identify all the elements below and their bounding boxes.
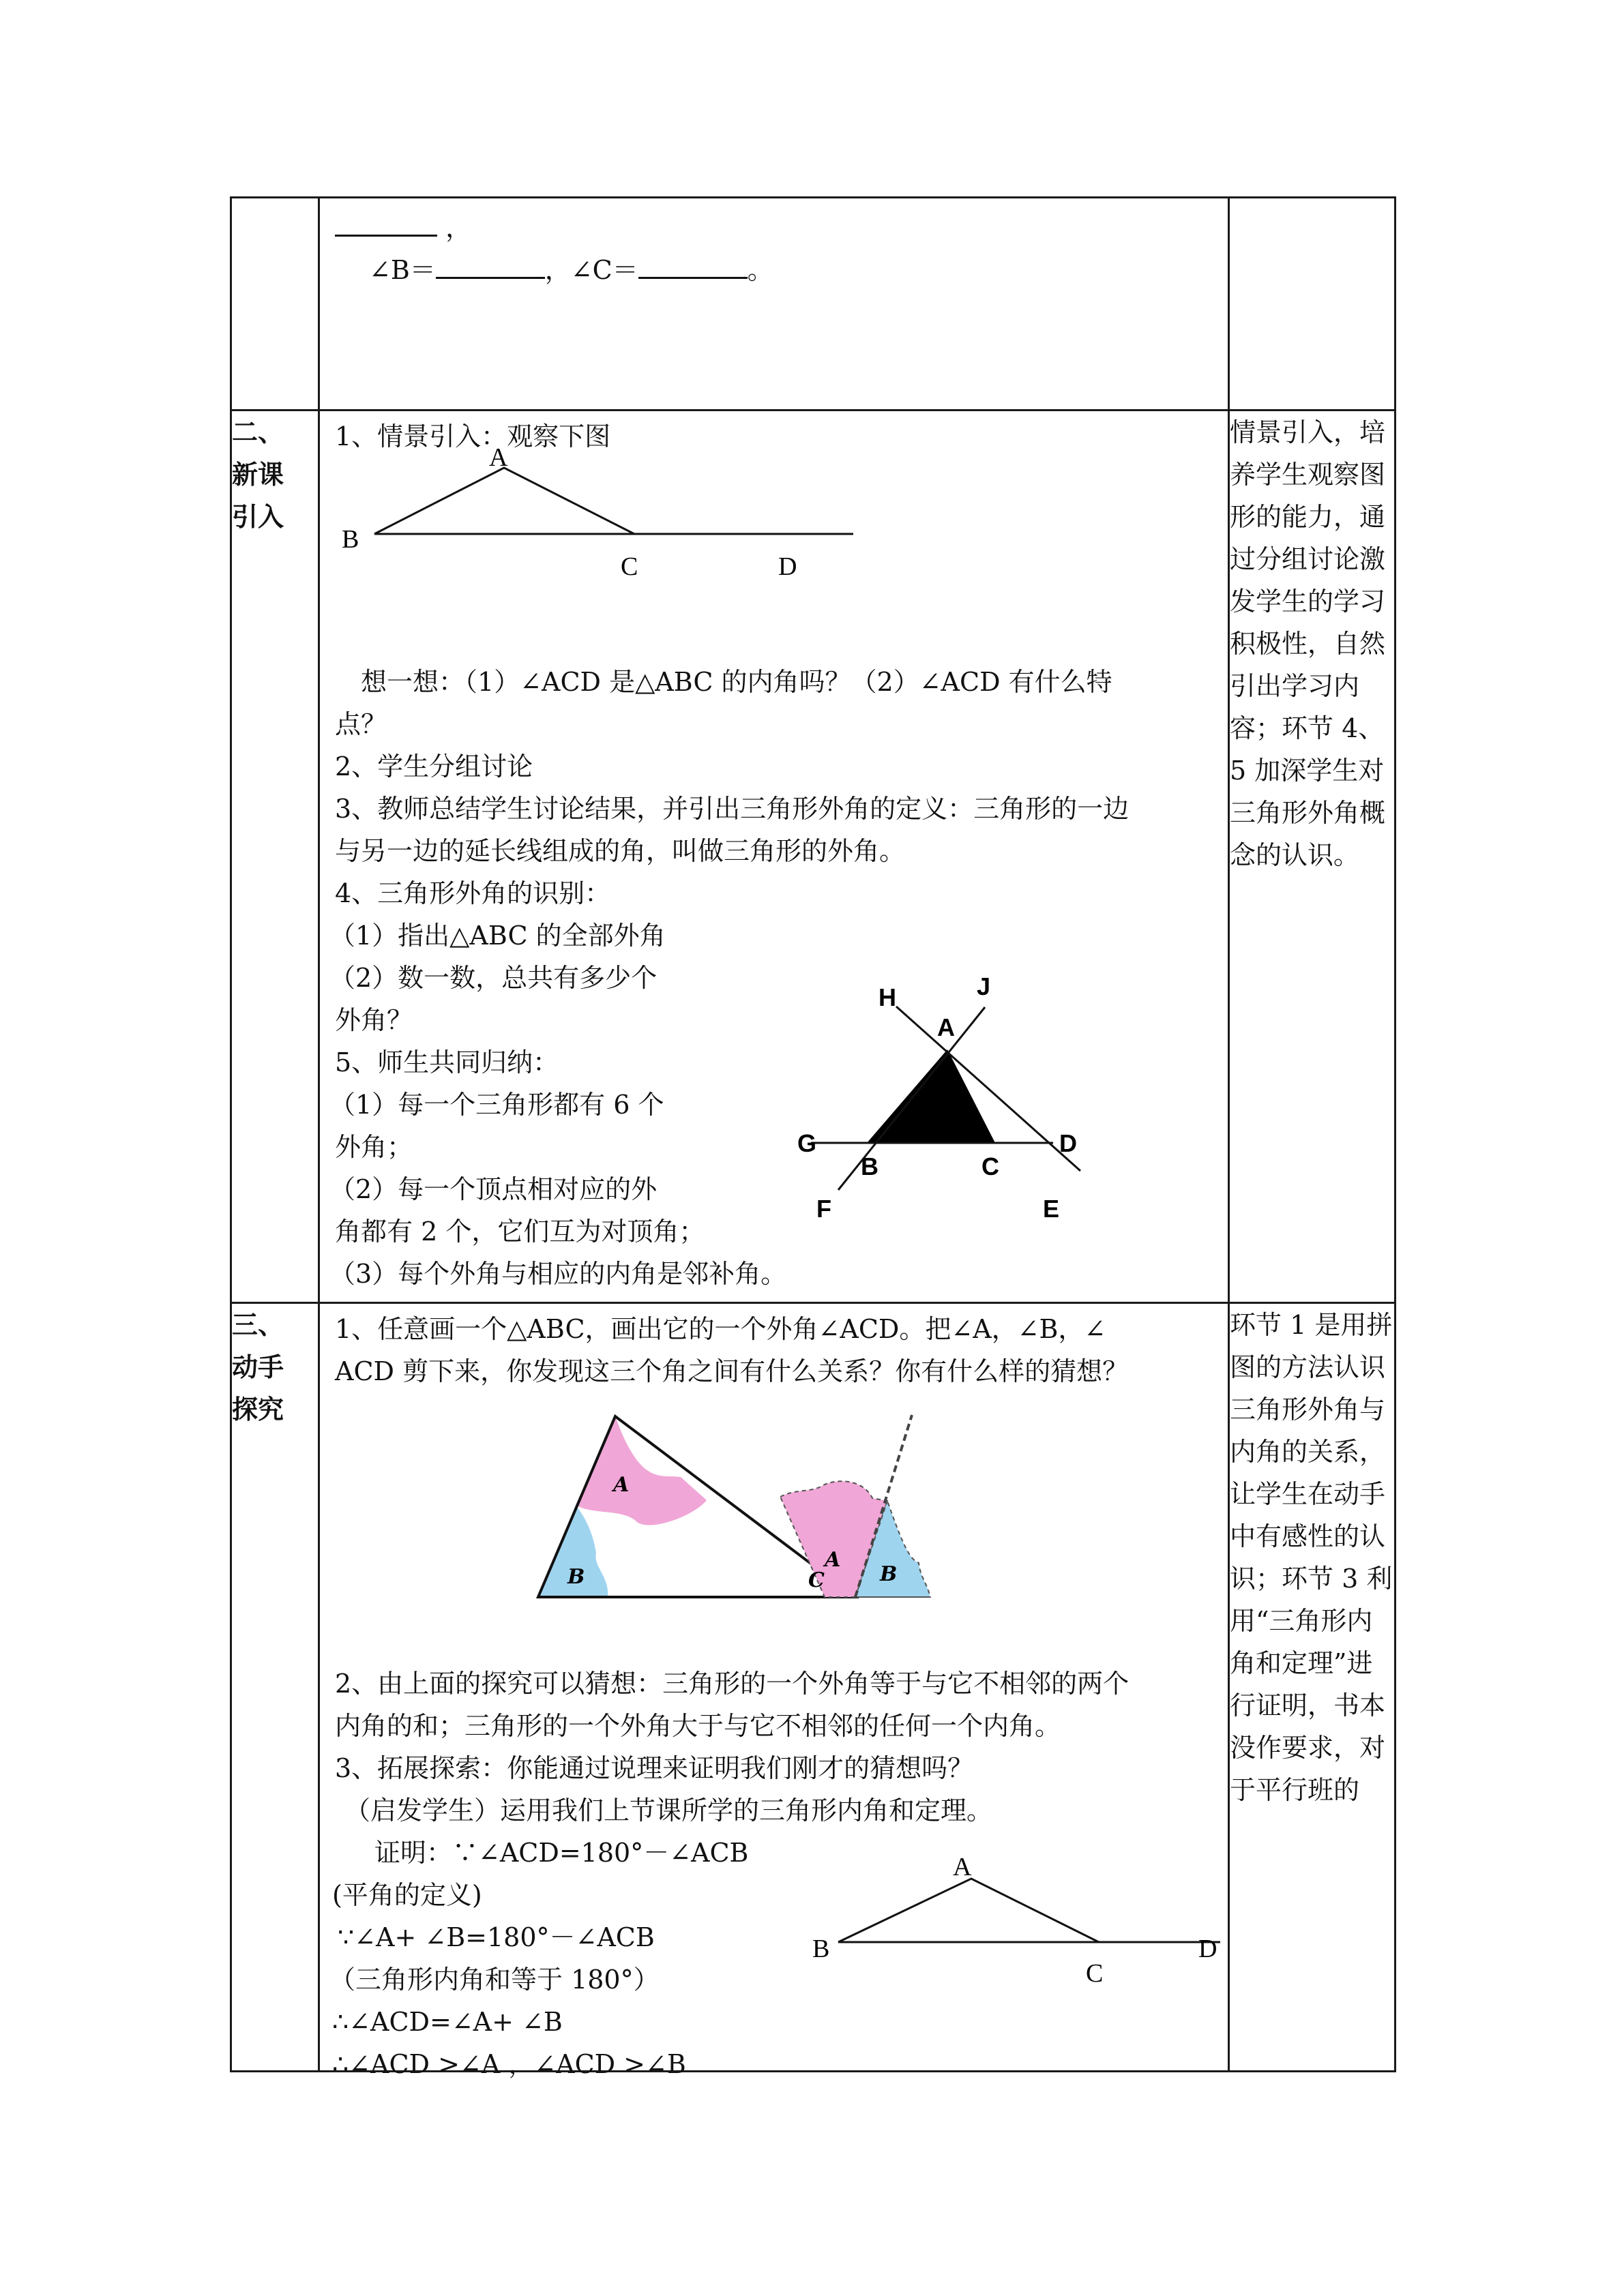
label-b-inside: B [567, 1565, 585, 1589]
text-line: ∵∠A+ ∠B=180°－∠ACB [338, 1922, 655, 1952]
label-d: D [778, 552, 797, 581]
text-line: 1、任意画一个△ABC，画出它的一个外角∠ACD。把∠A，∠B，∠ [335, 1314, 1106, 1344]
text-line: 4、三角形外角的识别： [335, 878, 611, 908]
text-line: （3）每个外角与相应的内角是邻补角。 [329, 1259, 787, 1289]
text-line: （2）每一个顶点相对应的外 [329, 1174, 658, 1204]
text-line: 1、情景引入：观察下图 [335, 421, 611, 451]
text-line: 证明：∵∠ACD=180°－∠ACB [374, 1838, 749, 1868]
text-line: （2）数一数，总共有多少个 [329, 963, 658, 993]
section-cell-empty [231, 198, 319, 411]
text-line: 角都有 2 个，它们互为对顶角； [335, 1217, 705, 1247]
table-row-hands-on [231, 1303, 1396, 2072]
label-b: B [342, 525, 359, 554]
label-b: B [861, 1152, 879, 1180]
text-line: 外角？ [335, 1005, 413, 1035]
label-a-cut: A [825, 1548, 841, 1572]
text-line: 外角； [335, 1132, 413, 1162]
section-label-new-lesson: 二、 新课 引入 [231, 411, 319, 1303]
label-b: B [812, 1935, 830, 1963]
answer-line-2: ∠B＝ ，∠C＝ 。 [369, 249, 773, 291]
blank-answer[interactable] [335, 209, 437, 237]
section-label-hands-on: 三、 动手 探究 [231, 1303, 319, 2072]
text-line: 3、教师总结学生讨论结果，并引出三角形外角的定义：三角形的一边 [335, 794, 1130, 824]
label-a: A [953, 1853, 972, 1881]
text-line: ACD 剪下来，你发现这三个角之间有什么关系？你有什么样的猜想？ [335, 1356, 1129, 1386]
text-line: (平角的定义) [332, 1880, 482, 1910]
label-c: C [981, 1152, 999, 1180]
label-a: A [489, 443, 508, 472]
text-line: ∴∠ACD=∠A+ ∠B [332, 2007, 563, 2037]
label-c: C [621, 552, 638, 581]
figure-triangle-abc [320, 443, 797, 623]
label-c: C [808, 1568, 825, 1592]
label-h: H [879, 983, 896, 1011]
text-line: （1）指出△ABC 的全部外角 [329, 921, 666, 951]
table-row-continuation [231, 198, 1396, 411]
figure-angle-puzzle [538, 1413, 961, 1631]
label-b-cut: B [880, 1562, 898, 1586]
label-a-inside: A [613, 1473, 630, 1497]
lesson-plan-table [230, 196, 1396, 2079]
label-f: F [816, 1195, 831, 1223]
content-cell-hands-on [319, 1303, 1229, 2079]
label-d: D [1198, 1935, 1217, 1963]
text-line: （1）每一个三角形都有 6 个 [329, 1090, 664, 1120]
label-a: A [937, 1013, 955, 1041]
label-j: J [977, 972, 991, 1000]
text-line: 2、学生分组讨论 [335, 751, 533, 781]
text-line: 5、师生共同归纳： [335, 1047, 559, 1077]
label-c: C [1086, 1959, 1104, 1988]
content-cell-continuation [319, 198, 1229, 411]
text-line: 2、由上面的探究可以猜想：三角形的一个外角等于与它不相邻的两个 [335, 1669, 1130, 1699]
label-e: E [1043, 1195, 1060, 1223]
note-cell-empty [1229, 198, 1396, 411]
label-g: G [797, 1129, 817, 1157]
figure-exterior-angles [797, 950, 1234, 1236]
label-d: D [1059, 1129, 1077, 1157]
note-cell-hands-on: 环节 1 是用拼图的方法认识三角形外角与内角的关系，让学生在动手中有感性的认识；环节 3 利用“三角形内角和定理”进行证明，书本没作要求，对于平行班的 [1229, 1303, 1396, 2072]
text-line: 3、拓展探索：你能通过说理来证明我们刚才的猜想吗？ [335, 1753, 974, 1783]
text-line: （启发学生）运用我们上节课所学的三角形内角和定理。 [344, 1795, 993, 1825]
content-cell-new-lesson [319, 411, 1229, 1303]
text-line: ∴∠ACD >∠A ，∠ACD >∠B [332, 2049, 686, 2079]
text-line: 内角的和；三角形的一个外角大于与它不相邻的任何一个内角。 [335, 1711, 1061, 1741]
note-cell-new-lesson: 情景引入，培养学生观察图形的能力，通过分组讨论激发学生的学习积极性，自然引出学习内容；环节 4、5 加深学生对三角形外角概念的认识。 [1229, 411, 1396, 1303]
answer-line-1: ， [335, 207, 471, 249]
blank-angle-c[interactable] [638, 251, 748, 279]
text-line: 点？ [335, 709, 387, 739]
text-line: 想一想：（1）∠ACD 是△ABC 的内角吗？（2）∠ACD 有什么特 [361, 667, 1112, 697]
blank-angle-b[interactable] [436, 251, 545, 279]
text-line: 与另一边的延长线组成的角，叫做三角形的外角。 [335, 836, 906, 866]
text-line: （三角形内角和等于 180°） [329, 1965, 660, 1995]
table-row-new-lesson [231, 411, 1396, 1303]
figure-proof-triangle [784, 1815, 1220, 1988]
